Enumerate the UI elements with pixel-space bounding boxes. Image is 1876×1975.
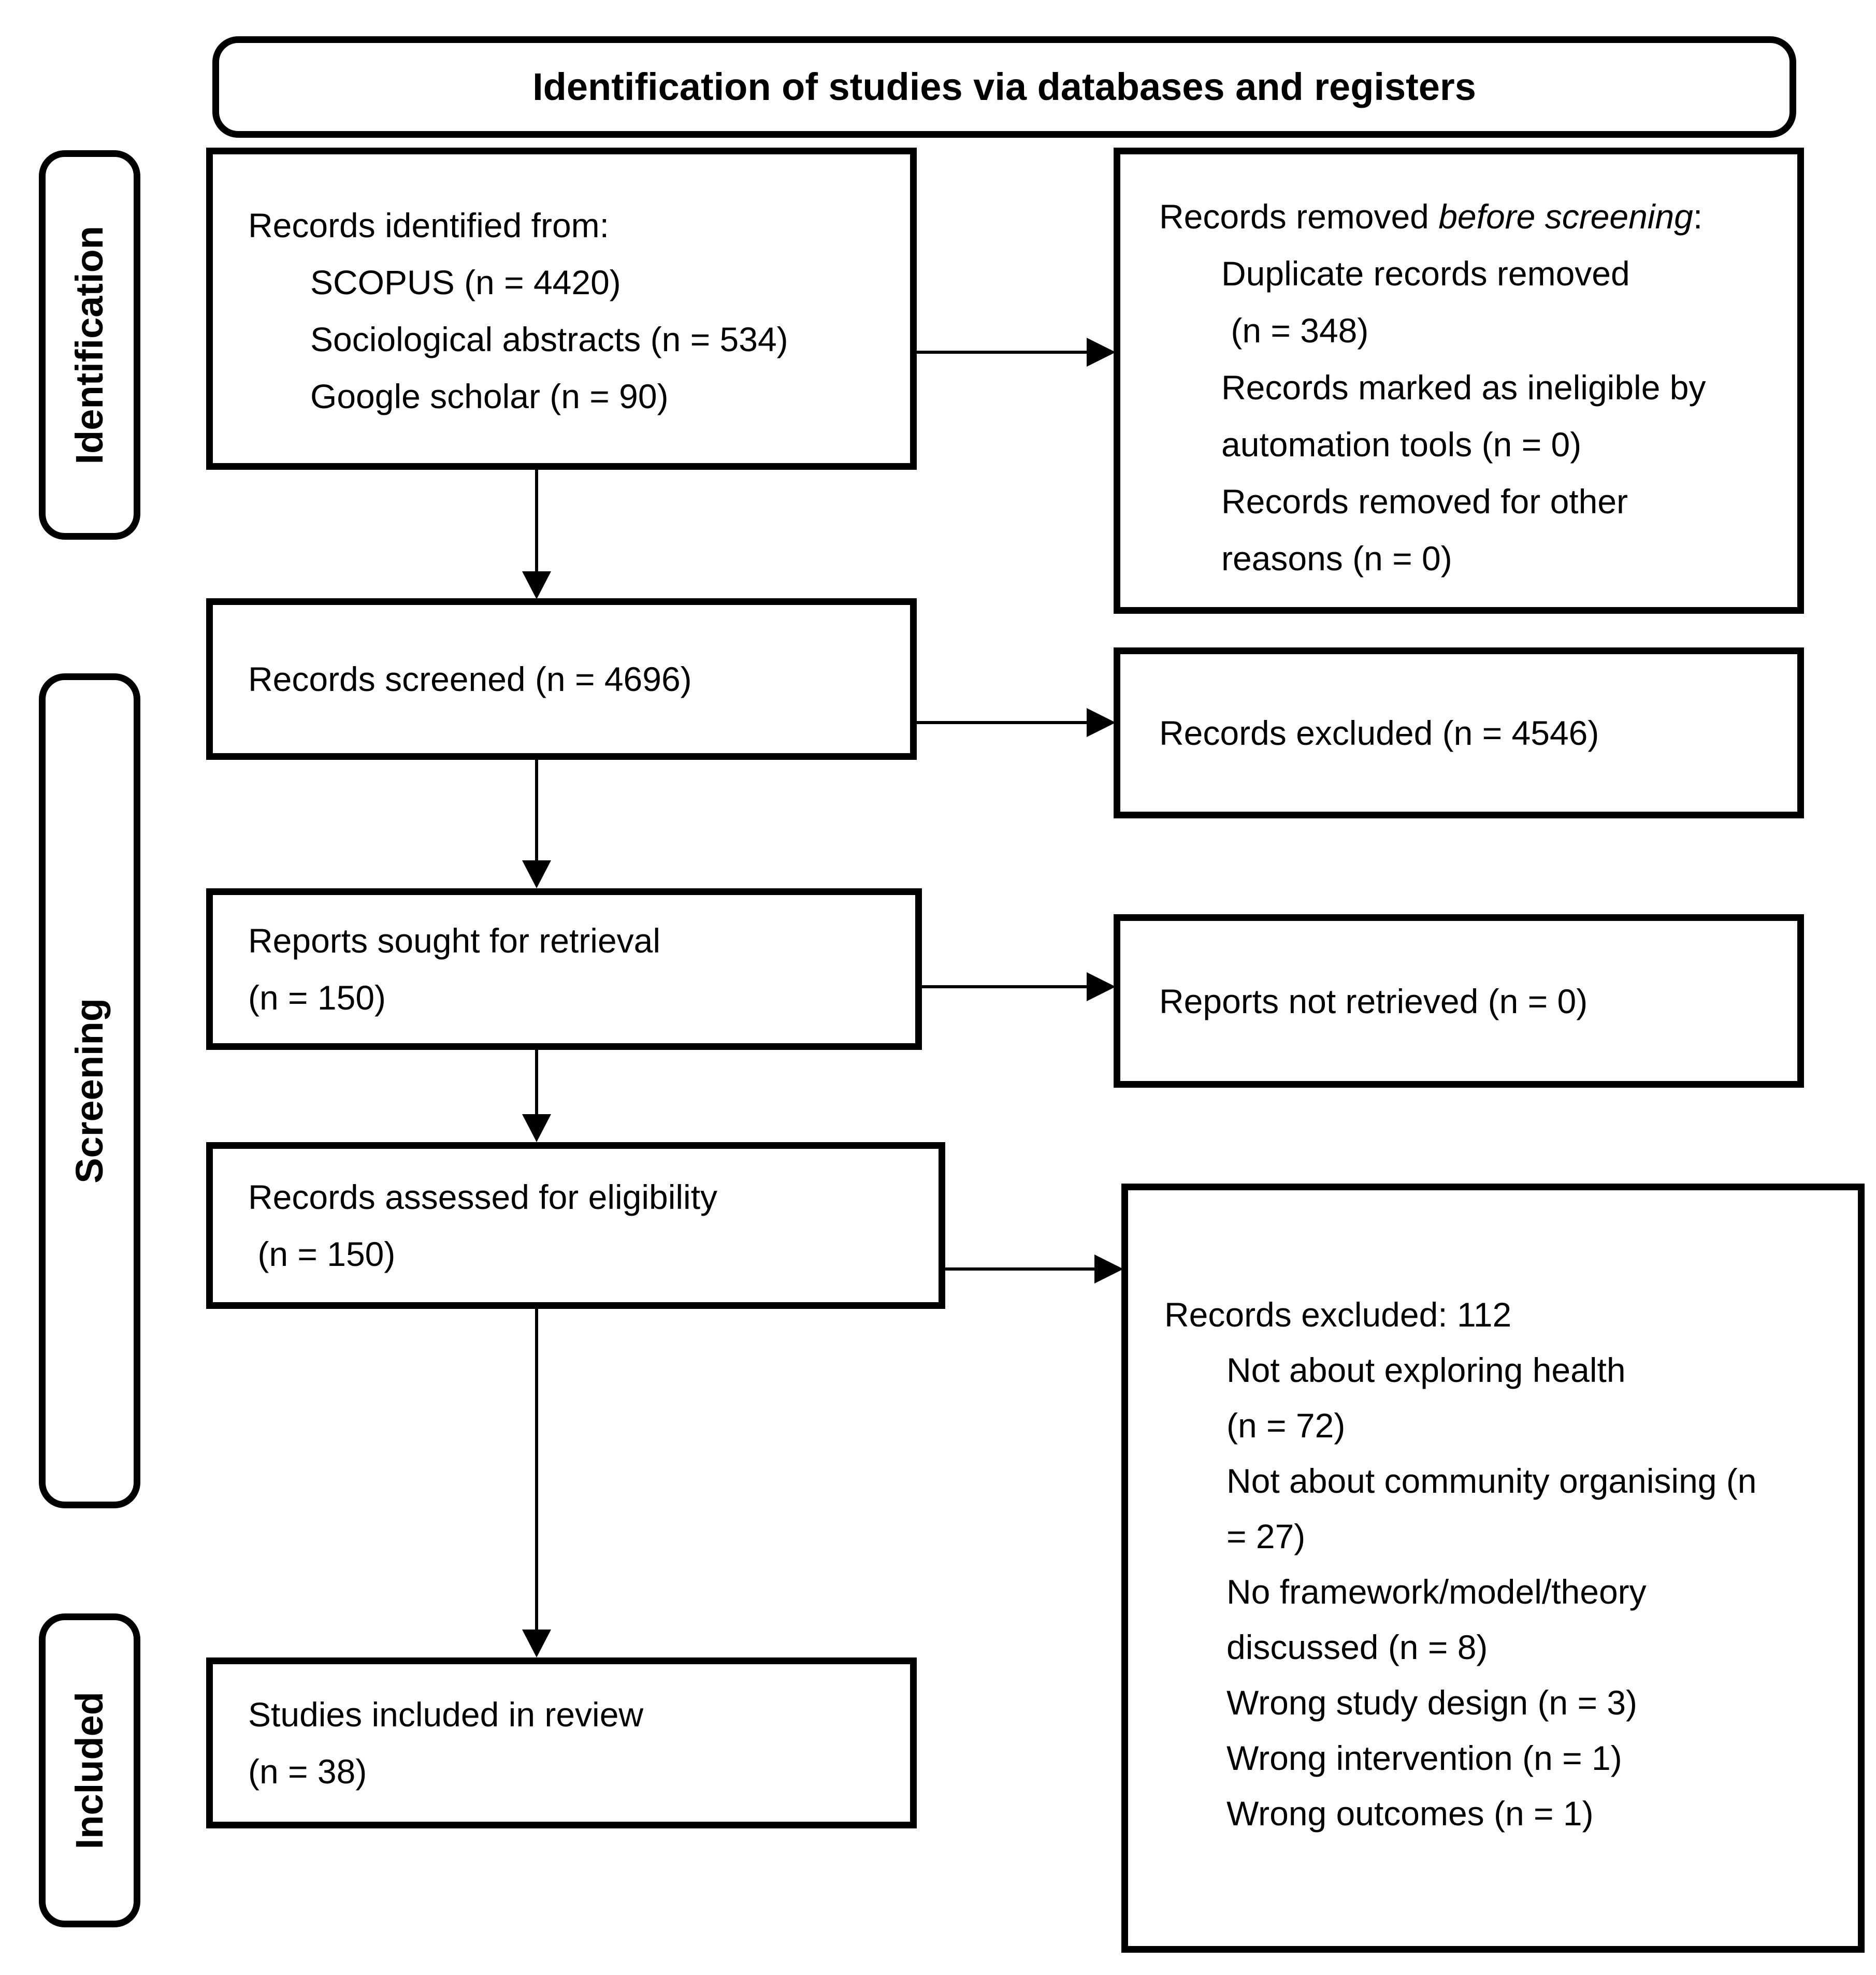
records-removed-items: Duplicate records removed (n = 348) Records marked as ineligible by automation tools (n = 0) Records removed for other reasons (n = 0) <box>1221 254 1706 578</box>
arrow-sought-to-notretrieved-line <box>922 985 1091 988</box>
arrow-identified-to-removed-head <box>1087 338 1116 367</box>
arrow-sought-to-assessed-line <box>535 1050 538 1114</box>
arrow-assessed-to-included-line <box>535 1309 538 1630</box>
stage-label-included-text: Included <box>68 1691 111 1850</box>
box-records-excluded-eligibility <box>1121 1184 1865 1953</box>
arrow-screened-to-sought-line <box>535 760 538 860</box>
box-reports-sought <box>206 888 922 1050</box>
arrow-assessed-to-excluded-head <box>1094 1255 1123 1284</box>
records-identified-items: SCOPUS (n = 4420) Sociological abstracts (n = 534) Google scholar (n = 90) <box>310 263 788 415</box>
box-reports-not-retrieved <box>1114 914 1804 1088</box>
records-screened-label: Records screened (n = 4696) <box>248 660 692 698</box>
records-excluded-eligibility-heading: Records excluded: 112 <box>1164 1295 1512 1334</box>
box-records-screened <box>206 598 917 760</box>
box-records-identified <box>206 148 917 470</box>
arrow-identified-to-screened-head <box>522 571 551 599</box>
arrow-sought-to-notretrieved-head <box>1087 972 1116 1001</box>
arrow-screened-to-sought-head <box>522 860 551 888</box>
stage-label-screening-text: Screening <box>68 998 111 1184</box>
stage-label-screening <box>39 673 140 1508</box>
arrow-assessed-to-included-head <box>522 1630 551 1657</box>
stage-label-included <box>39 1613 140 1927</box>
arrow-screened-to-excluded-line <box>917 721 1091 724</box>
title-box <box>212 36 1796 138</box>
records-excluded-eligibility-items: Not about exploring health (n = 72) Not about community organising (n = 27) No framework/model/theory discussed (n = 8) Wrong study design (n = 3) Wrong intervention (n = 1) Wrong outcomes (n = 1) <box>1226 1351 1757 1833</box>
reports-not-retrieved-label: Reports not retrieved (n = 0) <box>1159 982 1588 1020</box>
page-title: Identification of studies via databases and registers <box>532 65 1476 108</box>
arrow-sought-to-assessed-head <box>522 1114 551 1142</box>
records-excluded-screening-label: Records excluded (n = 4546) <box>1159 714 1599 752</box>
stage-label-identification-text: Identification <box>68 225 111 465</box>
arrow-screened-to-excluded-head <box>1087 708 1116 737</box>
arrow-identified-to-screened-line <box>535 470 538 571</box>
records-removed-heading-italic: before screening <box>1438 197 1693 236</box>
records-removed-heading: Records removed before screening: <box>1159 197 1703 236</box>
box-records-assessed <box>206 1142 945 1309</box>
records-assessed-lines: Records assessed for eligibility (n = 150) <box>248 1178 718 1273</box>
arrow-identified-to-removed-line <box>917 351 1091 354</box>
reports-sought-lines: Reports sought for retrieval (n = 150) <box>248 921 661 1017</box>
records-identified-heading: Records identified from: <box>248 206 609 244</box>
box-records-excluded-screening <box>1114 647 1804 818</box>
box-records-removed <box>1114 148 1804 614</box>
box-studies-included <box>206 1657 917 1828</box>
stage-label-identification <box>39 150 140 540</box>
arrow-assessed-to-excluded-line <box>945 1267 1099 1271</box>
studies-included-lines: Studies included in review (n = 38) <box>248 1695 644 1791</box>
